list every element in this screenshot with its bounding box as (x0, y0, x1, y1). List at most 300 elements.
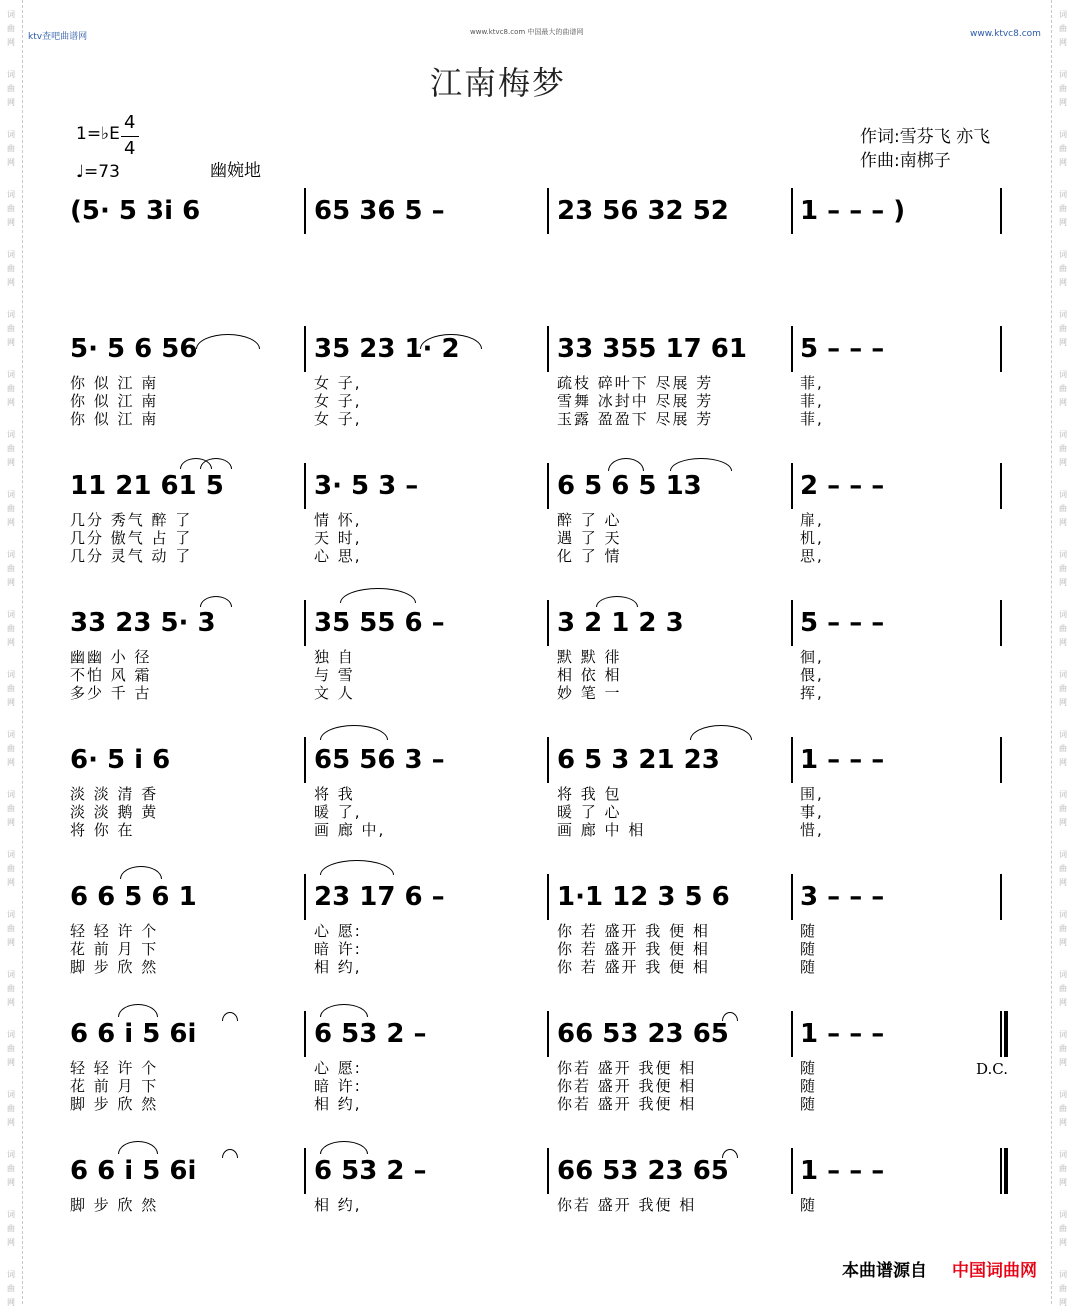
barline (304, 600, 306, 646)
barline (1000, 600, 1002, 646)
measure-notes: 6· 5 i 6 (70, 745, 171, 775)
watermark-glyph: 网 (1059, 818, 1067, 827)
watermark-glyph: 词 (7, 610, 15, 619)
lyric-line: 天 时, (314, 529, 362, 547)
slur-arc (120, 866, 162, 879)
watermark-glyph: 词 (1059, 610, 1067, 619)
watermark-glyph: 网 (1059, 98, 1067, 107)
lyric-line: 菲, (800, 392, 824, 410)
watermark-glyph: 曲 (7, 324, 15, 333)
watermark-glyph: 曲 (7, 384, 15, 393)
watermark-glyph: 网 (7, 518, 15, 527)
lyric-line: 相 约, (314, 1196, 362, 1214)
watermark-glyph: 曲 (7, 504, 15, 513)
lyricist-credit: 作词:雪芬飞 亦飞 (860, 127, 991, 147)
time-top: 4 (124, 112, 136, 133)
lyric-line: 思, (800, 547, 824, 565)
measure-notes: 6 53 2 – (314, 1019, 427, 1049)
watermark-glyph: 曲 (1059, 1044, 1067, 1053)
lyric-line: 相 约, (314, 958, 362, 976)
watermark-glyph: 词 (1059, 250, 1067, 259)
watermark-glyph: 词 (7, 1210, 15, 1219)
slur-arc (320, 860, 394, 875)
lyric-line: 暖 了 心 (557, 803, 622, 821)
tempo-mark: ♩=73 (76, 162, 120, 182)
watermark-glyph: 曲 (1059, 1284, 1067, 1293)
slur-arc (320, 1141, 368, 1154)
measure-notes: 3 2 1 2 3 (557, 608, 684, 638)
lyric-line: 暖 了, (314, 803, 362, 821)
expression-mark: 幽婉地 (210, 161, 261, 181)
watermark-glyph: 曲 (7, 744, 15, 753)
barline (791, 874, 793, 920)
slur-arc (596, 596, 638, 607)
measure-notes: 1 – – – (800, 1156, 885, 1186)
barline (791, 1148, 793, 1194)
lyric-line: 花 前 月 下 (70, 940, 159, 958)
measure-notes: 33 23 5· 3 (70, 608, 216, 638)
lyric-line: 你 若 盛开 我 便 相 (557, 922, 710, 940)
barline (547, 188, 549, 234)
watermark-glyph: 曲 (7, 804, 15, 813)
lyric-line: 随 (800, 940, 818, 958)
da-capo-mark: D.C. (976, 1060, 1008, 1078)
measure-notes: 1 – – – (800, 745, 885, 775)
lyric-line: 菲, (800, 410, 824, 428)
lyric-line: 默 默 徘 (557, 648, 622, 666)
barline (547, 326, 549, 372)
watermark-glyph: 网 (7, 458, 15, 467)
watermark-glyph: 词 (7, 70, 15, 79)
watermark-glyph: 曲 (1059, 744, 1067, 753)
slur-arc (200, 596, 232, 607)
watermark-glyph: 网 (1059, 578, 1067, 587)
watermark-glyph: 曲 (1059, 444, 1067, 453)
barline (791, 600, 793, 646)
watermark-glyph: 词 (7, 10, 15, 19)
watermark-glyph: 网 (7, 1238, 15, 1247)
barline (547, 463, 549, 509)
slur-arc (722, 1149, 738, 1158)
watermark-glyph: 网 (7, 1058, 15, 1067)
measure-notes: 5· 5 6 56 (70, 334, 198, 364)
lyric-line: 脚 步 欣 然 (70, 1095, 159, 1113)
watermark-glyph: 词 (7, 1090, 15, 1099)
watermark-glyph: 词 (1059, 550, 1067, 559)
watermark-glyph: 词 (1059, 730, 1067, 739)
watermark-glyph: 词 (1059, 430, 1067, 439)
watermark-glyph: 网 (1059, 878, 1067, 887)
watermark-glyph: 词 (7, 490, 15, 499)
lyric-line: 几分 傲气 占 了 (70, 529, 193, 547)
barline (791, 463, 793, 509)
lyric-line: 你若 盛开 我便 相 (557, 1095, 697, 1113)
lyric-line: 事, (800, 803, 824, 821)
lyric-line: 脚 步 欣 然 (70, 1196, 159, 1214)
lyric-line: 相 依 相 (557, 666, 622, 684)
footer-source: 本曲谱源自 (842, 1261, 927, 1281)
lyric-line: 心 愿: (314, 1059, 362, 1077)
watermark-glyph: 网 (1059, 1298, 1067, 1307)
watermark-glyph: 网 (7, 158, 15, 167)
measure-notes: 35 23 1· 2 (314, 334, 460, 364)
watermark-glyph: 曲 (1059, 924, 1067, 933)
lyric-line: 与 雪 (314, 666, 355, 684)
watermark-glyph: 曲 (1059, 24, 1067, 33)
measure-notes: 5 – – – (800, 334, 885, 364)
watermark-glyph: 词 (1059, 370, 1067, 379)
measure-notes: 66 53 23 65 (557, 1156, 729, 1186)
watermark-glyph: 词 (7, 370, 15, 379)
watermark-glyph: 词 (1059, 70, 1067, 79)
watermark-glyph: 曲 (1059, 984, 1067, 993)
slur-arc (670, 458, 732, 471)
watermark-glyph: 网 (1059, 998, 1067, 1007)
slur-arc (608, 458, 644, 471)
measure-notes: 1·1 12 3 5 6 (557, 882, 730, 912)
lyric-line: 将 我 包 (557, 785, 622, 803)
measure-notes: 6 5 3 21 23 (557, 745, 720, 775)
barline (547, 600, 549, 646)
time-bottom: 4 (124, 138, 136, 159)
measure-notes: 65 56 3 – (314, 745, 445, 775)
watermark-glyph: 网 (1059, 278, 1067, 287)
lyric-line: 几分 灵气 动 了 (70, 547, 193, 565)
watermark-glyph: 词 (1059, 310, 1067, 319)
watermark-glyph: 词 (1059, 10, 1067, 19)
barline (791, 737, 793, 783)
lyric-line: 你 似 江 南 (70, 374, 159, 392)
watermark-glyph: 词 (1059, 970, 1067, 979)
slur-arc (222, 1012, 238, 1021)
watermark-glyph: 网 (7, 1298, 15, 1307)
watermark-glyph: 网 (7, 398, 15, 407)
watermark-glyph: 词 (1059, 190, 1067, 199)
slur-arc (340, 588, 416, 603)
lyric-line: 独 自 (314, 648, 355, 666)
final-barline (1004, 1148, 1008, 1194)
watermark-glyph: 曲 (7, 624, 15, 633)
watermark-glyph: 网 (1059, 1058, 1067, 1067)
watermark-glyph: 网 (1059, 638, 1067, 647)
barline (1000, 463, 1002, 509)
barline (304, 737, 306, 783)
watermark-glyph: 词 (7, 1270, 15, 1279)
watermark-glyph: 曲 (1059, 564, 1067, 573)
lyric-line: 你 似 江 南 (70, 392, 159, 410)
barline (304, 1148, 306, 1194)
watermark-glyph: 网 (1059, 458, 1067, 467)
lyric-line: 画 廊 中, (314, 821, 386, 839)
lyric-line: 花 前 月 下 (70, 1077, 159, 1095)
composer-credit: 作曲:南梆子 (860, 151, 951, 171)
watermark-glyph: 网 (7, 878, 15, 887)
watermark-glyph: 曲 (1059, 504, 1067, 513)
watermark-glyph: 词 (1059, 1150, 1067, 1159)
lyric-line: 将 你 在 (70, 821, 135, 839)
lyric-line: 菲, (800, 374, 824, 392)
watermark-glyph: 词 (7, 850, 15, 859)
lyric-line: 女 子, (314, 392, 362, 410)
watermark-glyph: 网 (7, 638, 15, 647)
watermark-glyph: 网 (1059, 398, 1067, 407)
lyric-line: 不怕 风 霜 (70, 666, 152, 684)
watermark-glyph: 曲 (1059, 1164, 1067, 1173)
lyric-line: 你若 盛开 我便 相 (557, 1059, 697, 1077)
measure-notes: (5· 5 3i 6 (70, 196, 201, 226)
key-signature: 1=♭E (76, 124, 120, 144)
watermark-glyph: 词 (1059, 1030, 1067, 1039)
watermark-glyph: 词 (7, 250, 15, 259)
watermark-glyph: 曲 (7, 1164, 15, 1173)
watermark-glyph: 网 (7, 998, 15, 1007)
watermark-glyph: 词 (7, 430, 15, 439)
barline (304, 1011, 306, 1057)
watermark-glyph: 曲 (7, 684, 15, 693)
barline (791, 1011, 793, 1057)
lyric-line: 扉, (800, 511, 824, 529)
watermark-glyph: 网 (7, 278, 15, 287)
watermark-glyph: 网 (1059, 518, 1067, 527)
watermark-glyph: 曲 (7, 564, 15, 573)
lyric-line: 随 (800, 958, 818, 976)
barline (1000, 737, 1002, 783)
barline (304, 188, 306, 234)
watermark-glyph: 网 (7, 1178, 15, 1187)
watermark-glyph: 曲 (1059, 1224, 1067, 1233)
lyric-line: 文 人 (314, 684, 355, 702)
watermark-glyph: 词 (7, 130, 15, 139)
watermark-glyph: 网 (7, 818, 15, 827)
measure-notes: 6 6 i 5 6i (70, 1019, 197, 1049)
watermark-glyph: 曲 (1059, 144, 1067, 153)
lyric-line: 暗 许: (314, 940, 362, 958)
lyric-line: 你若 盛开 我便 相 (557, 1196, 697, 1214)
watermark-glyph: 网 (7, 218, 15, 227)
watermark-glyph: 词 (7, 310, 15, 319)
lyric-line: 化 了 情 (557, 547, 622, 565)
watermark-glyph: 网 (7, 698, 15, 707)
watermark-glyph: 网 (7, 938, 15, 947)
measure-notes: 6 6 5 6 1 (70, 882, 197, 912)
watermark-glyph: 曲 (7, 864, 15, 873)
lyric-line: 围, (800, 785, 824, 803)
watermark-glyph: 网 (1059, 38, 1067, 47)
watermark-glyph: 曲 (1059, 84, 1067, 93)
barline (1000, 326, 1002, 372)
barline (547, 874, 549, 920)
watermark-glyph: 曲 (7, 1224, 15, 1233)
watermark-glyph: 词 (1059, 910, 1067, 919)
header-left-site: ktv查吧曲谱网 (28, 32, 88, 42)
barline (304, 874, 306, 920)
measure-notes: 65 36 5 – (314, 196, 445, 226)
measure-notes: 2 – – – (800, 471, 885, 501)
watermark-glyph: 词 (1059, 130, 1067, 139)
header-center-site: www.ktvc8.com 中国最大的曲谱网 (470, 28, 584, 36)
lyric-line: 暗 许: (314, 1077, 362, 1095)
measure-notes: 6 53 2 – (314, 1156, 427, 1186)
watermark-glyph: 词 (7, 970, 15, 979)
barline (791, 188, 793, 234)
slur-arc (320, 725, 388, 740)
watermark-glyph: 词 (7, 910, 15, 919)
lyric-line: 醉 了 心 (557, 511, 622, 529)
lyric-line: 心 愿: (314, 922, 362, 940)
watermark-glyph: 网 (1059, 1178, 1067, 1187)
watermark-glyph: 网 (7, 578, 15, 587)
barline (1000, 1148, 1002, 1194)
watermark-glyph: 网 (7, 758, 15, 767)
watermark-glyph: 词 (1059, 790, 1067, 799)
slur-arc (118, 1141, 158, 1154)
watermark-glyph: 曲 (7, 264, 15, 273)
watermark-glyph: 网 (1059, 758, 1067, 767)
watermark-glyph: 曲 (7, 924, 15, 933)
watermark-glyph: 词 (7, 730, 15, 739)
slur-arc (196, 334, 260, 349)
lyric-line: 幽幽 小 径 (70, 648, 152, 666)
lyric-line: 挥, (800, 684, 824, 702)
slur-arc (722, 1012, 738, 1021)
lyric-line: 随 (800, 1077, 818, 1095)
measure-notes: 3 – – – (800, 882, 885, 912)
lyric-line: 女 子, (314, 410, 362, 428)
watermark-glyph: 网 (1059, 338, 1067, 347)
barline (547, 1148, 549, 1194)
watermark-glyph: 网 (1059, 938, 1067, 947)
watermark-glyph: 曲 (7, 24, 15, 33)
barline (1000, 874, 1002, 920)
lyric-line: 疏枝 碎叶下 尽展 芳 (557, 374, 714, 392)
measure-notes: 33 355 17 61 (557, 334, 747, 364)
lyric-line: 随 (800, 922, 818, 940)
watermark-glyph: 词 (1059, 1210, 1067, 1219)
lyric-line: 你若 盛开 我便 相 (557, 1077, 697, 1095)
barline (304, 463, 306, 509)
lyric-line: 你 似 江 南 (70, 410, 159, 428)
measure-notes: 11 21 61 5 (70, 471, 224, 501)
watermark-glyph: 曲 (1059, 204, 1067, 213)
barline (547, 737, 549, 783)
watermark-glyph: 曲 (7, 444, 15, 453)
watermark-glyph: 词 (7, 550, 15, 559)
watermark-glyph: 曲 (1059, 1104, 1067, 1113)
slur-arc (320, 1004, 368, 1017)
lyric-line: 轻 轻 许 个 (70, 922, 159, 940)
slur-arc (118, 1004, 158, 1017)
time-divider (121, 136, 139, 137)
lyric-line: 画 廊 中 相 (557, 821, 646, 839)
watermark-glyph: 曲 (1059, 624, 1067, 633)
lyric-line: 淡 淡 鹅 黄 (70, 803, 159, 821)
watermark-glyph: 网 (7, 38, 15, 47)
watermark-glyph: 曲 (7, 84, 15, 93)
measure-notes: 6 6 i 5 6i (70, 1156, 197, 1186)
lyric-line: 你 若 盛开 我 便 相 (557, 940, 710, 958)
lyric-line: 遇 了 天 (557, 529, 622, 547)
lyric-line: 多少 千 古 (70, 684, 152, 702)
watermark-glyph: 曲 (1059, 804, 1067, 813)
lyric-line: 几分 秀气 醉 了 (70, 511, 193, 529)
watermark-glyph: 曲 (1059, 384, 1067, 393)
lyric-line: 心 思, (314, 547, 362, 565)
measure-notes: 23 56 32 52 (557, 196, 729, 226)
watermark-glyph: 曲 (7, 204, 15, 213)
barline (1000, 1011, 1002, 1057)
lyric-line: 妙 笔 一 (557, 684, 622, 702)
watermark-glyph: 网 (1059, 1118, 1067, 1127)
lyric-line: 轻 轻 许 个 (70, 1059, 159, 1077)
watermark-glyph: 词 (1059, 490, 1067, 499)
final-barline (1004, 1011, 1008, 1057)
watermark-glyph: 词 (1059, 1270, 1067, 1279)
measure-notes: 1 – – – (800, 1019, 885, 1049)
slur-arc (222, 1149, 238, 1158)
lyric-line: 随 (800, 1196, 818, 1214)
watermark-glyph: 曲 (1059, 864, 1067, 873)
lyric-line: 机, (800, 529, 824, 547)
watermark-glyph: 词 (1059, 850, 1067, 859)
barline (304, 326, 306, 372)
watermark-glyph: 词 (7, 1030, 15, 1039)
watermark-glyph: 词 (1059, 1090, 1067, 1099)
barline (547, 1011, 549, 1057)
lyric-line: 相 约, (314, 1095, 362, 1113)
measure-notes: 23 17 6 – (314, 882, 445, 912)
lyric-line: 雪舞 冰封中 尽展 芳 (557, 392, 714, 410)
lyric-line: 淡 淡 清 香 (70, 785, 159, 803)
watermark-glyph: 曲 (7, 984, 15, 993)
watermark-glyph: 曲 (7, 144, 15, 153)
watermark-glyph: 网 (7, 338, 15, 347)
watermark-glyph: 词 (1059, 670, 1067, 679)
measure-notes: 6 5 6 5 13 (557, 471, 702, 501)
lyric-line: 女 子, (314, 374, 362, 392)
measure-notes: 35 55 6 – (314, 608, 445, 638)
lyric-line: 脚 步 欣 然 (70, 958, 159, 976)
measure-notes: 66 53 23 65 (557, 1019, 729, 1049)
lyric-line: 偎, (800, 666, 824, 684)
measure-notes: 1 – – – ) (800, 196, 906, 226)
measure-notes: 5 – – – (800, 608, 885, 638)
header-right-site: www.ktvc8.com (970, 29, 1041, 39)
watermark-glyph: 网 (1059, 1238, 1067, 1247)
song-title: 江南梅梦 (430, 64, 567, 102)
lyric-line: 随 (800, 1095, 818, 1113)
watermark-glyph: 曲 (7, 1284, 15, 1293)
watermark-glyph: 词 (7, 790, 15, 799)
watermark-glyph: 词 (7, 1150, 15, 1159)
watermark-glyph: 曲 (1059, 684, 1067, 693)
lyric-line: 情 怀, (314, 511, 362, 529)
watermark-glyph: 词 (7, 190, 15, 199)
watermark-glyph: 词 (7, 670, 15, 679)
lyric-line: 将 我 (314, 785, 355, 803)
watermark-glyph: 网 (1059, 698, 1067, 707)
watermark-glyph: 网 (1059, 158, 1067, 167)
watermark-glyph: 网 (1059, 218, 1067, 227)
lyric-line: 随 (800, 1059, 818, 1077)
lyric-line: 你 若 盛开 我 便 相 (557, 958, 710, 976)
lyric-line: 玉露 盈盈下 尽展 芳 (557, 410, 714, 428)
measure-notes: 3· 5 3 – (314, 471, 419, 501)
barline (1000, 188, 1002, 234)
lyric-line: 徊, (800, 648, 824, 666)
watermark-glyph: 曲 (1059, 264, 1067, 273)
watermark-glyph: 曲 (7, 1044, 15, 1053)
watermark-glyph: 网 (7, 1118, 15, 1127)
